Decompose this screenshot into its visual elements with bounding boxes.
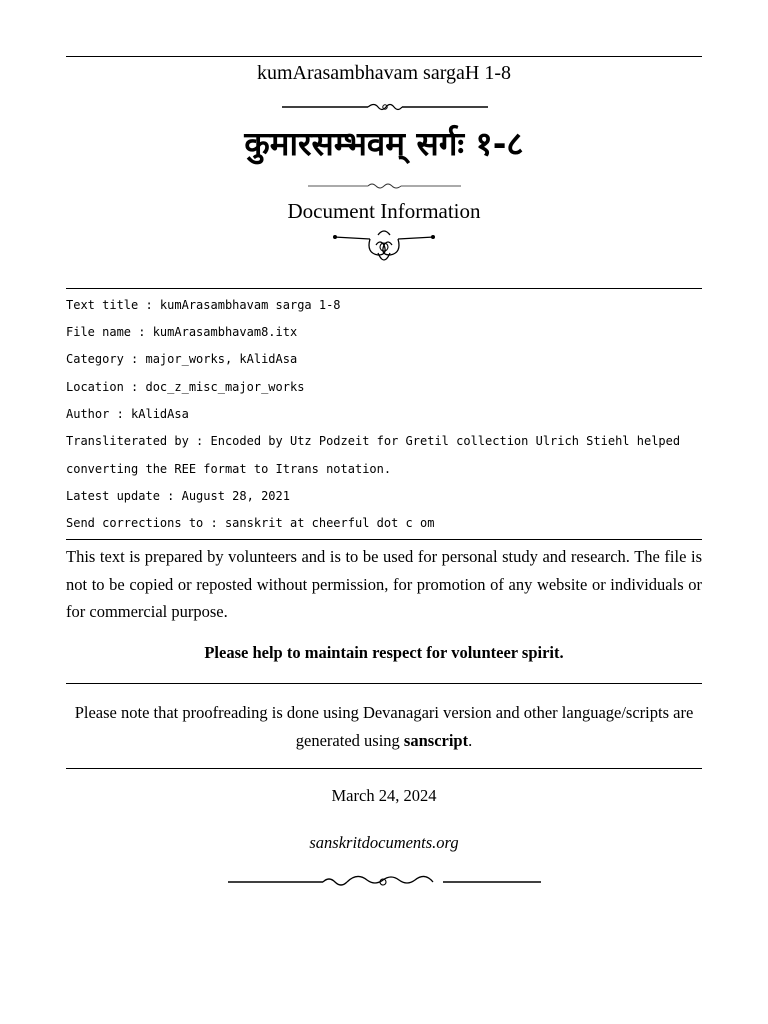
site-name: sanskritdocuments.org xyxy=(309,833,459,852)
info-row-category: Category : major_works, kAlidAsa xyxy=(66,352,298,366)
notice-rule xyxy=(66,683,702,684)
info-row-transliterated: Transliterated by : Encoded by Utz Podzeit for Gretil collection Ulrich Stiehl helped xyxy=(66,434,681,448)
volunteer-spirit-note: Please help to maintain respect for volunteer spirit. xyxy=(204,643,564,662)
flourish-ornament-2 xyxy=(308,180,461,192)
flourish-ornament-1 xyxy=(282,100,488,114)
proofreading-period: . xyxy=(468,730,473,750)
info-row-latest-update: Latest update : August 28, 2021 xyxy=(66,489,290,503)
info-row-file-name: File name : kumArasambhavam8.itx xyxy=(66,325,298,339)
flourish-ornament-3 xyxy=(228,874,541,890)
proofreading-text: Please note that proofreading is done using Devanagari version and other language/scripts are generated using xyxy=(74,703,694,750)
top-rule xyxy=(66,56,702,57)
sanscript-label: sanscript xyxy=(403,730,469,750)
scroll-ornament xyxy=(332,227,436,267)
notice-paragraph: This text is prepared by volunteers and is to be used for personal study and research. The file is not to be copied or reposted without permission, for promotion of any website or individuals or for commercial purpose. xyxy=(66,547,702,621)
info-row-text-title: Text title : kumArasambhavam sarga 1-8 xyxy=(66,298,341,312)
info-row-author: Author : kAlidAsa xyxy=(66,407,189,421)
title-latin: kumArasambhavam sargaH 1-8 xyxy=(256,62,511,84)
publication-date: March 24, 2024 xyxy=(331,786,437,805)
section-title: Document Information xyxy=(287,199,481,223)
info-row-send-corrections: Send corrections to : sanskrit at cheerful dot c om xyxy=(66,516,435,530)
title-devanagari: कुमारसम्भवम् सर्गः १-८ xyxy=(244,124,524,163)
info-bottom-rule xyxy=(66,539,702,540)
proofreading-note xyxy=(66,699,702,754)
proof-rule xyxy=(66,768,702,769)
info-top-rule xyxy=(66,288,702,289)
info-row-location: Location : doc_z_misc_major_works xyxy=(66,380,305,394)
info-row-transliterated-cont: converting the REE format to Itrans notation. xyxy=(66,462,392,476)
